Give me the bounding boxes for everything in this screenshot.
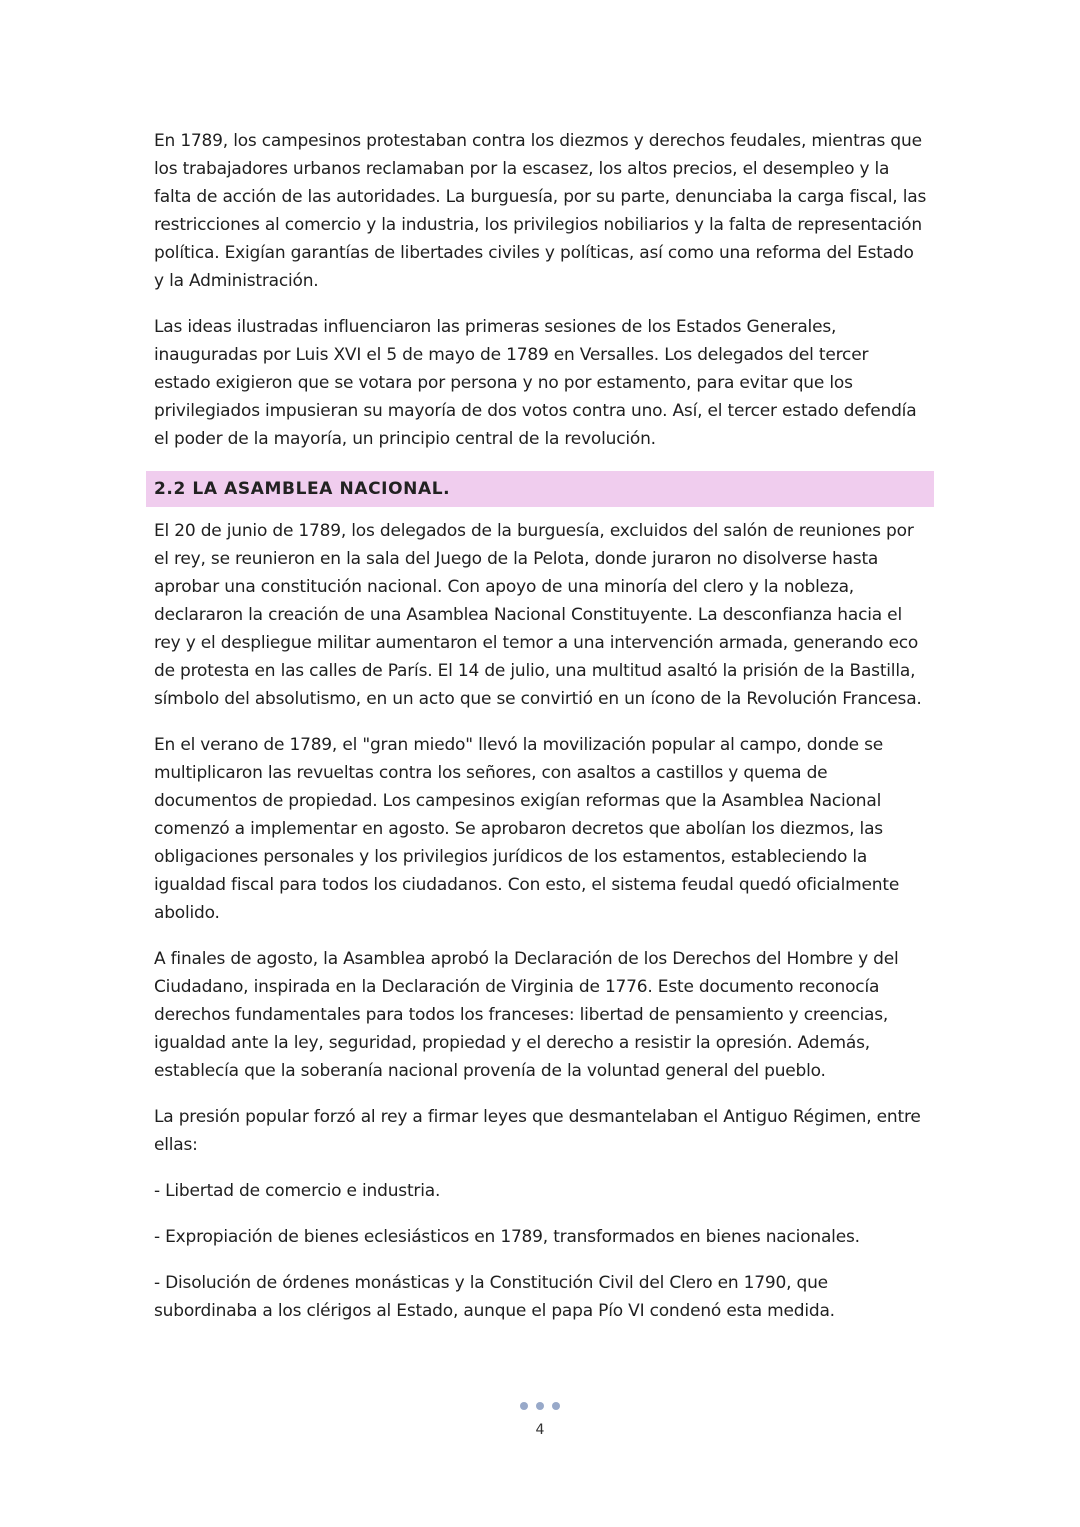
section-heading: 2.2 LA ASAMBLEA NACIONAL. (146, 471, 934, 507)
paragraph: En el verano de 1789, el "gran miedo" llevó la movilización popular al campo, donde se multiplicaron las revueltas contra los señores, con asaltos a castillos y quema de documentos de propiedad. Los campesinos exigían reformas que la Asamblea Nacional comenzó a implementar en agosto. Se aprobaron decretos que abolían los diezmos, las obligaciones personales y los privilegios jurídicos de los estamentos, estableciendo la igualdad fiscal para todos los ciudadanos. Con esto, el sistema feudal quedó oficialmente abolido. (154, 735, 900, 923)
dot-icon (520, 1402, 528, 1410)
paragraph: Las ideas ilustradas influenciaron las primeras sesiones de los Estados Generales, inauguradas por Luis XVI el 5 de mayo de 1789 en Versalles. Los delegados del tercer estado exigieron que se votara por persona y no por estamento, para evitar que los privilegiados impusieran su mayoría de dos votos contra uno. Así, el tercer estado defendía el poder de la mayoría, un principio central de la revolución. (154, 317, 917, 449)
list-item: - Disolución de órdenes monásticas y la Constitución Civil del Clero en 1790, que subordinaba a los clérigos al Estado, aunque el papa Pío VI condenó esta medida. (154, 1273, 835, 1321)
document-page (154, 127, 928, 1343)
list-item: - Libertad de comercio e industria. (154, 1181, 441, 1201)
paragraph: En 1789, los campesinos protestaban contra los diezmos y derechos feudales, mientras que los trabajadores urbanos reclamaban por la escasez, los altos precios, el desempleo y la falta de acción de las autoridades. La burguesía, por su parte, denunciaba la carga fiscal, las restricciones al comercio y la industria, los privilegios nobiliarios y la falta de representación política. Exigían garantías de libertades civiles y políticas, así como una reforma del Estado y la Administración. (154, 131, 927, 291)
dot-icon (552, 1402, 560, 1410)
list-item: - Expropiación de bienes eclesiásticos en 1789, transformados en bienes nacionales. (154, 1227, 860, 1247)
page-number: 4 (535, 1422, 545, 1438)
paragraph: El 20 de junio de 1789, los delegados de la burguesía, excluidos del salón de reuniones por el rey, se reunieron en la sala del Juego de la Pelota, donde juraron no disolverse hasta aprobar una constitución nacional. Con apoyo de una minoría del clero y la nobleza, declararon la creación de una Asamblea Nacional Constituyente. La desconfianza hacia el rey y el despliegue militar aumentaron el temor a una intervención armada, generando eco de protesta en las calles de París. El 14 de julio, una multitud asaltó la prisión de la Bastilla, símbolo del absolutismo, en un acto que se convirtió en un ícono de la Revolución Francesa. (154, 521, 922, 709)
dot-icon (536, 1402, 544, 1410)
paragraph: A finales de agosto, la Asamblea aprobó la Declaración de los Derechos del Hombre y del Ciudadano, inspirada en la Declaración de Virginia de 1776. Este documento reconocía derechos fundamentales para todos los franceses: libertad de pensamiento y creencias, igualdad ante la ley, seguridad, propiedad y el derecho a resistir la opresión. Además, establecía que la soberanía nacional provenía de la voluntad general del pueblo. (154, 949, 899, 1081)
paragraph: La presión popular forzó al rey a firmar leyes que desmantelaban el Antiguo Régimen, entre ellas: (154, 1107, 921, 1155)
footer-dots-icon (0, 1402, 1080, 1410)
